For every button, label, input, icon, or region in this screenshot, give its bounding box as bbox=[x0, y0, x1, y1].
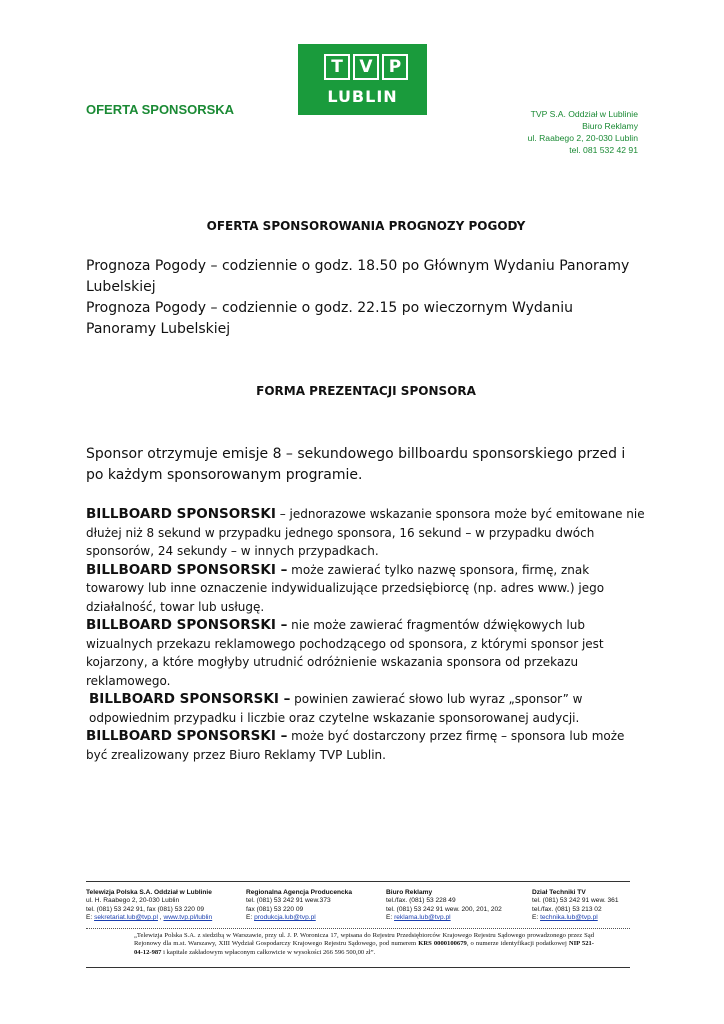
footer-link-separator: , bbox=[157, 914, 164, 922]
logo-letter: P bbox=[382, 54, 408, 80]
footer-col-advertising bbox=[386, 889, 502, 923]
contact-line: tel. 081 532 42 91 bbox=[569, 145, 638, 155]
footer-col-title: Telewizja Polska S.A. Oddział w Lublinie bbox=[86, 889, 212, 896]
email-prefix: E: bbox=[386, 914, 395, 922]
billboard-text: może być dostarczony przez firmę – sponsora lub może być zrealizowany przez Biuro Reklamy TVP Lublin. bbox=[86, 729, 625, 762]
footer-col-production bbox=[246, 889, 352, 923]
footer-col-title: Regionalna Agencja Producencka bbox=[246, 889, 353, 896]
footer-col-title: Biuro Reklamy bbox=[386, 889, 433, 896]
footer-legal-notice bbox=[134, 932, 594, 957]
sponsor-intro-text: Sponsor otrzymuje emisje 8 – sekundowego billboardu sponsorskiego przed i po każdym sponsorowanym programie. bbox=[86, 446, 626, 483]
footer-website-link[interactable]: www.tvp.pl/lublin bbox=[163, 914, 213, 922]
billboard-text: może zawierać tylko nazwę sponsora, firmę, znak towarowy lub inne oznaczenie indywidualizujące przedsiębiorcę (np. adres www.) jego działalność, towar lub usługę. bbox=[86, 562, 605, 614]
billboard-text: powinien zawierać słowo lub wyraz „sponsor” w odpowiednim przypadku i liczbie oraz czytelne wskazanie sponsorowanej audycji. bbox=[89, 692, 583, 725]
legal-text: , o numerze identyfikacji podatkowej bbox=[466, 940, 569, 948]
billboard-label: BILLBOARD SPONSORSKI – bbox=[86, 561, 288, 578]
logo-city: LUBLIN bbox=[327, 87, 398, 106]
footer-col-line: tel. (081) 53 242 91 wew. 200, 201, 202 bbox=[386, 905, 502, 913]
footer-col-line: tel. (081) 53 242 91 wew. 361 bbox=[532, 897, 619, 905]
offer-heading: OFERTA SPONSORSKA bbox=[86, 102, 235, 117]
billboard-label: BILLBOARD SPONSORSKI – bbox=[89, 691, 291, 707]
section-title-weather: OFERTA SPONSOROWANIA PROGNOZY POGODY bbox=[206, 219, 526, 233]
billboard-rule bbox=[86, 505, 646, 561]
billboard-separator: – bbox=[275, 507, 290, 521]
footer-col-technical bbox=[532, 889, 619, 923]
schedule-line: Prognoza Pogody – codziennie o godz. 22.15 po wieczornym Wydaniu Panoramy Lubelskiej bbox=[86, 300, 573, 337]
sponsor-intro bbox=[86, 444, 646, 486]
footer-divider-top bbox=[86, 881, 630, 882]
footer-col-line: tel. (081) 53 242 91, fax (081) 53 220 09 bbox=[86, 905, 205, 913]
billboard-rule bbox=[86, 561, 646, 617]
legal-text: i kapitale zakładowym wpłaconym całkowicie w wysokości 266 596 500,00 zł”. bbox=[161, 948, 376, 956]
contact-line: TVP S.A. Oddział w Lublinie bbox=[530, 109, 638, 119]
footer-col-title: Dział Techniki TV bbox=[532, 889, 586, 896]
billboard-label: BILLBOARD SPONSORSKI bbox=[86, 506, 276, 522]
footer-col-line bbox=[532, 914, 619, 922]
billboard-label: BILLBOARD SPONSORSKI – bbox=[86, 728, 288, 744]
billboard-rule bbox=[86, 690, 646, 727]
tvp-logo-mark bbox=[324, 54, 408, 80]
footer-col-line bbox=[386, 914, 502, 922]
billboard-rules bbox=[86, 505, 646, 764]
contact-block bbox=[528, 108, 638, 156]
footer-col-line: fax (081) 53 220 09 bbox=[246, 905, 304, 913]
footer-col-line bbox=[246, 914, 352, 922]
legal-krs: KRS 0000100679 bbox=[418, 940, 467, 948]
email-prefix: E: bbox=[532, 914, 541, 922]
footer-divider-dotted bbox=[86, 928, 630, 929]
billboard-text: jednorazowe wskazanie sponsora może być emitowane nie dłużej niż 8 sekund w przypadku jednego sponsora, 16 sekund – w przypadku dwóch sponsorów, 24 sekundy – w innych przypadkach. bbox=[86, 507, 645, 558]
footer-email-link[interactable]: produkcja.lub@tvp.pl bbox=[254, 914, 316, 922]
footer-email-link[interactable]: technika.lub@tvp.pl bbox=[540, 914, 598, 922]
footer-email-link[interactable]: sekretariat.lub@tvp.pl bbox=[94, 914, 158, 922]
contact-line: ul. Raabego 2, 20-030 Lublin bbox=[527, 133, 638, 143]
billboard-rule bbox=[86, 727, 646, 764]
billboard-label: BILLBOARD SPONSORSKI – bbox=[86, 617, 288, 633]
email-prefix: E: bbox=[246, 914, 255, 922]
email-prefix: E: bbox=[86, 914, 95, 922]
tvp-lublin-logo bbox=[298, 44, 427, 115]
schedule-line: Prognoza Pogody – codziennie o godz. 18.50 po Głównym Wydaniu Panoramy Lubelskiej bbox=[86, 258, 630, 295]
legal-text: „Telewizja Polska S.A. z siedzibą w Warszawie, przy ul. J. P. Woronicza 17, wpisana do Rejestru Przedsiębiorców Krajowego Rejestru Sądowego prowadzonego przez Sąd Rejonowy dla m.st. Warszawy, XIII Wydział Gospodarczy Krajowego Rejestru Sądowego, pod numerem bbox=[134, 932, 594, 948]
logo-letter: T bbox=[324, 54, 350, 80]
legal-nip: NIP 521-04-12-987 bbox=[134, 940, 594, 956]
footer-divider-bottom bbox=[86, 967, 630, 968]
logo-letter: V bbox=[353, 54, 379, 80]
footer-col-line bbox=[86, 914, 212, 922]
billboard-text: nie może zawierać fragmentów dźwiękowych lub wizualnych przekazu reklamowego pochodzącego od sponsora, z którymi sponsor jest kojarzony, a które mogłyby utrudnić odróżnienie wskazania sponsora od przekazu reklamowego. bbox=[86, 618, 604, 688]
section-title-presentation: FORMA PREZENTACJI SPONSORA bbox=[256, 384, 476, 398]
billboard-rule bbox=[86, 616, 646, 690]
footer-col-branch bbox=[86, 889, 212, 923]
footer-col-line: tel./fax. (081) 53 213 02 bbox=[532, 905, 602, 913]
footer-col-line: tel./fax. (081) 53 228 49 bbox=[386, 897, 456, 905]
footer-email-link[interactable]: reklama.lub@tvp.pl bbox=[394, 914, 451, 922]
contact-line: Biuro Reklamy bbox=[582, 121, 638, 131]
footer-col-line: tel. (081) 53 242 91 wew.373 bbox=[246, 897, 331, 905]
schedule-block bbox=[86, 256, 646, 340]
footer-col-line: ul. H. Raabego 2, 20-030 Lublin bbox=[86, 897, 180, 905]
